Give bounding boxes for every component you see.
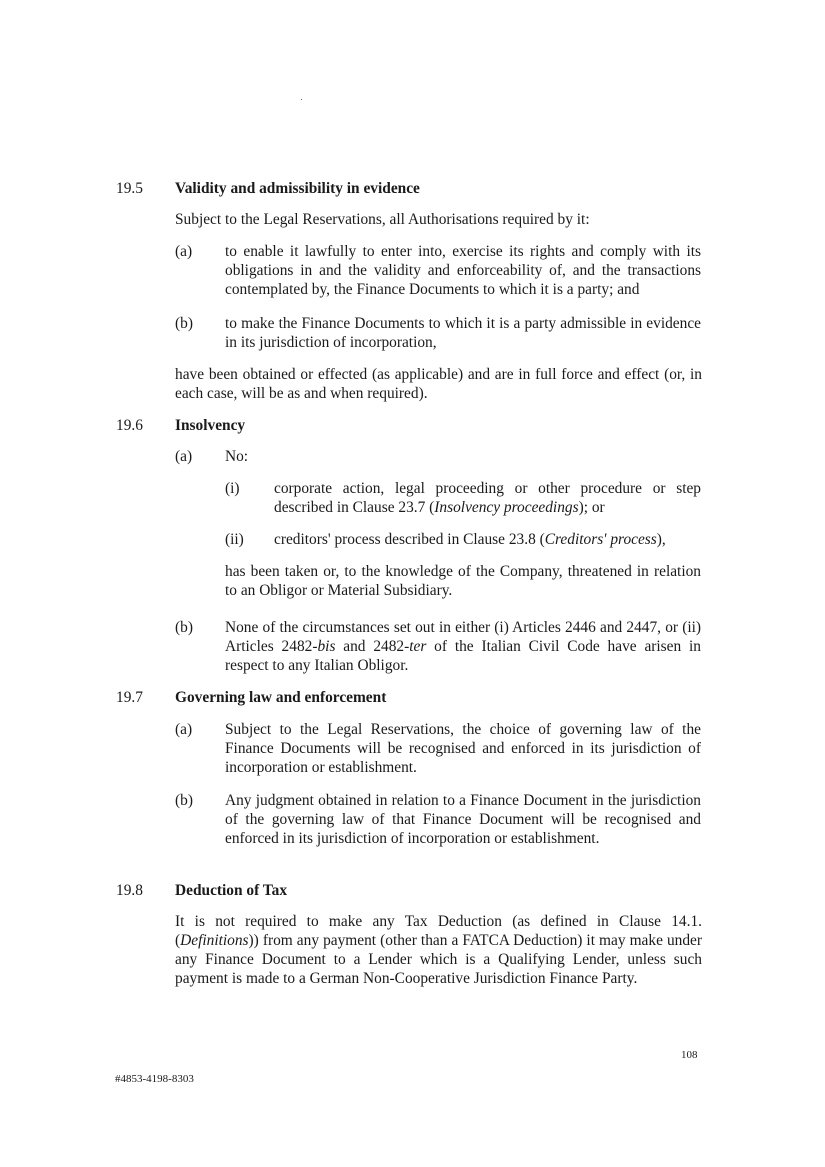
subitem-text: corporate action, legal proceeding or other procedure or step described in Clause 23.7 (Insolvency proceedings); or: [274, 480, 701, 516]
section-number: 19.6: [116, 417, 143, 434]
item-lead: No:: [225, 448, 249, 465]
section-heading: Validity and admissibility in evidence: [175, 180, 420, 197]
section-body: It is not required to make any Tax Deduction (as defined in Clause 14.1. (Definitions)) from any payment (other than a FATCA Deduction) it may make under any Finance Document to a Lender which is a Qualifying Lender, unless such payment is made to a German Non-Cooperative Jurisdiction Finance Party.: [175, 913, 702, 987]
document-reference: #4853-4198-8303: [115, 1073, 194, 1085]
item-text: None of the circumstances set out in either (i) Articles 2446 and 2447, or (ii) Articles 2482-bis and 2482-ter of the Italian Civil Code have arisen in respect to any Italian Obligor.: [225, 619, 701, 674]
section-number: 19.8: [116, 882, 143, 899]
subitem-label: (i): [225, 480, 240, 497]
section-intro: Subject to the Legal Reservations, all Authorisations required by it:: [175, 211, 590, 228]
item-text: Any judgment obtained in relation to a Finance Document in the jurisdiction of the governing law of that Finance Document will be recognised and enforced in its jurisdiction of incorporation or establishment.: [225, 792, 701, 847]
scan-speck: [301, 99, 302, 100]
item-label: (a): [175, 243, 193, 260]
section-closing: have been obtained or effected (as applicable) and are in full force and effect (or, in each case, will be as and when required).: [175, 366, 702, 402]
section-heading: Deduction of Tax: [175, 882, 288, 899]
section-number: 19.5: [116, 180, 143, 197]
section-heading: Governing law and enforcement: [175, 689, 387, 706]
subitem-label: (ii): [225, 531, 244, 548]
item-label: (b): [175, 792, 193, 809]
item-text: to make the Finance Documents to which it is a party admissible in evidence in its jurisdiction of incorporation,: [225, 315, 701, 351]
item-closing: has been taken or, to the knowledge of the Company, threatened in relation to an Obligor or Material Subsidiary.: [225, 563, 701, 599]
item-label: (a): [175, 721, 193, 738]
item-label: (a): [175, 448, 193, 465]
section-number: 19.7: [116, 689, 143, 706]
item-label: (b): [175, 619, 193, 636]
item-text: to enable it lawfully to enter into, exercise its rights and comply with its obligations in and the validity and enforceability of, and the transactions contemplated by, the Finance Documents to which it is a party; and: [225, 243, 701, 298]
page-number: 108: [681, 1049, 698, 1061]
section-heading: Insolvency: [175, 417, 246, 434]
item-label: (b): [175, 315, 193, 332]
subitem-text: creditors' process described in Clause 23.8 (Creditors' process),: [274, 531, 666, 548]
item-text: Subject to the Legal Reservations, the choice of governing law of the Finance Documents will be recognised and enforced in its jurisdiction of incorporation or establishment.: [225, 721, 701, 776]
